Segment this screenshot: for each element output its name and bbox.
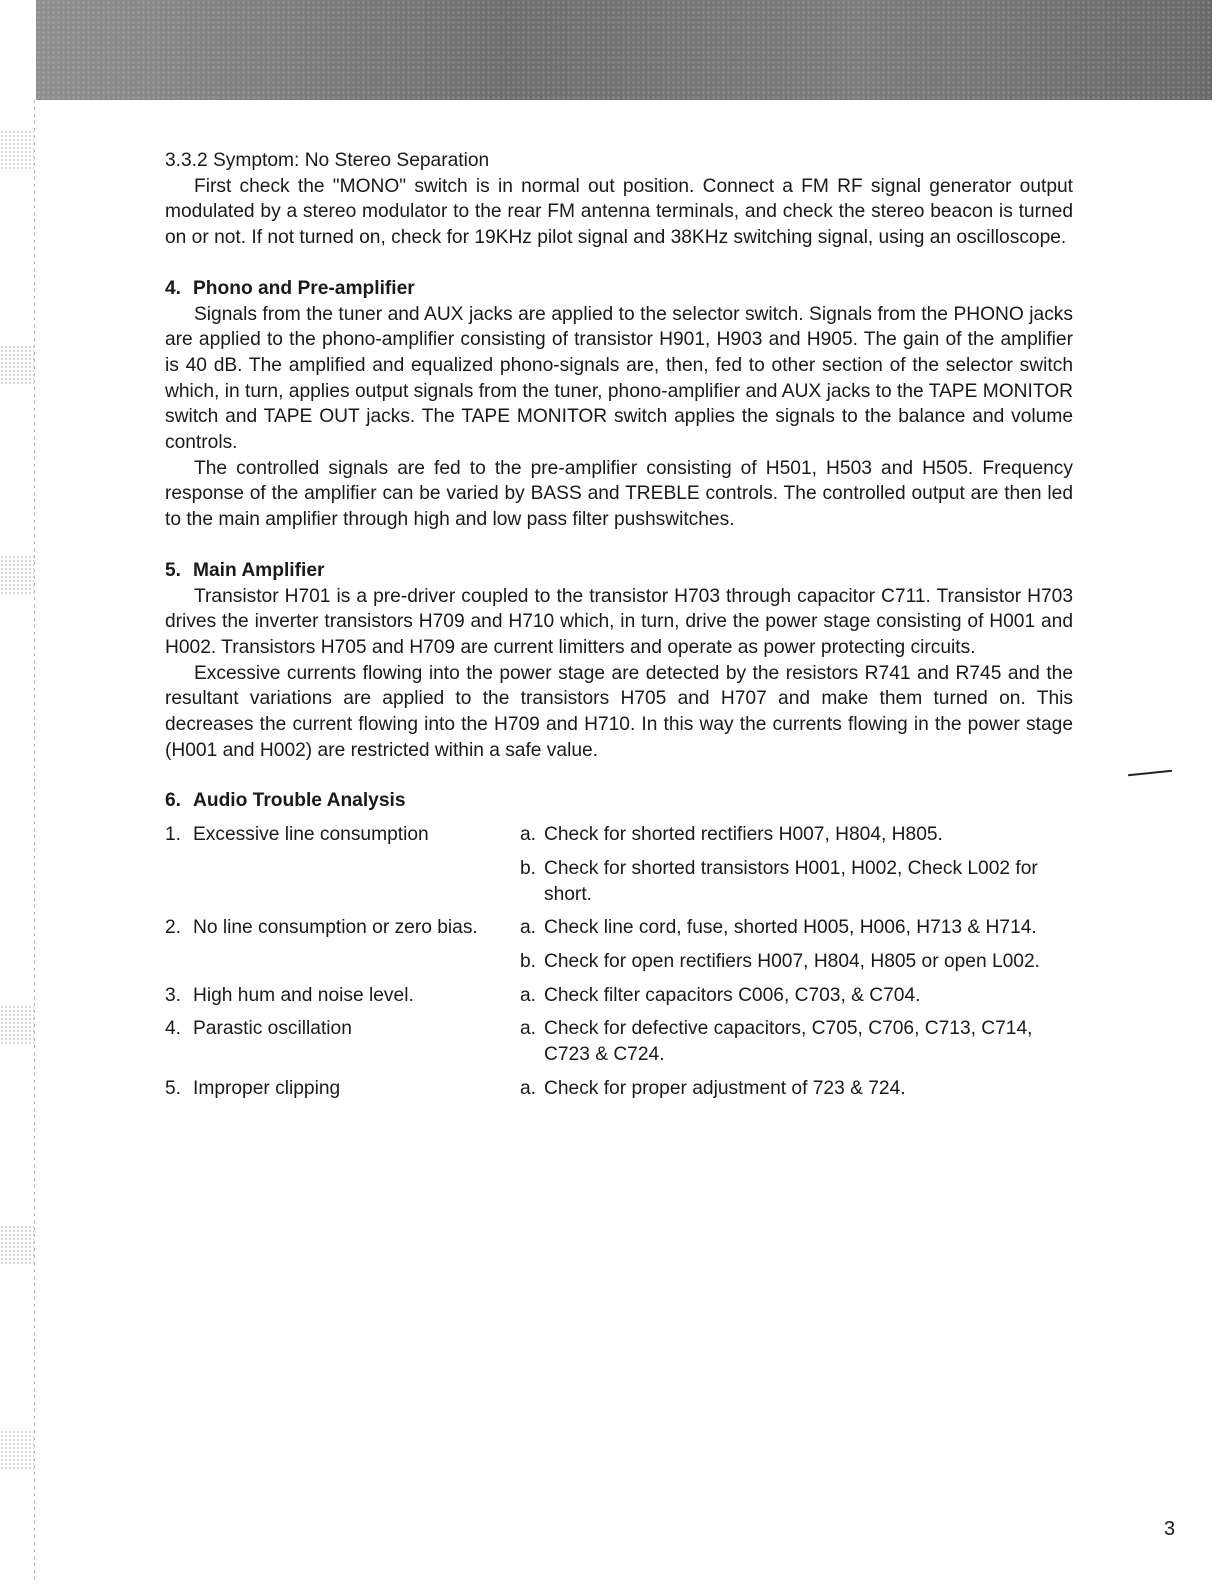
section-number: 5.	[165, 559, 182, 581]
margin-speckle	[0, 1225, 34, 1265]
trouble-table	[165, 822, 1073, 1101]
check-letter: a.	[520, 984, 537, 1006]
check-item	[520, 983, 1073, 1009]
check-item	[520, 1016, 1073, 1067]
trouble-checks	[520, 1016, 1073, 1067]
section-number: 4.	[165, 277, 182, 299]
check-letter: a.	[520, 824, 537, 846]
item-number: 2.	[165, 917, 182, 939]
page-number: 3	[1164, 1518, 1176, 1540]
item-number: 1.	[165, 824, 182, 846]
check-text: Check for defective capacitors, C705, C706, C713, C714, C723 & C724.	[544, 1018, 1033, 1066]
binding-edge	[34, 100, 35, 1580]
check-item	[520, 915, 1073, 941]
item-number: 3.	[165, 984, 182, 1006]
body-paragraph: Excessive currents flowing into the power stage are detected by the resistors R741 and R745 and the resultant variations are applied to the transistors H705 and H707 and make them turned on. This decreases the current flowing into the H709 and H710. In this way the currents flowing in the power stage (H001 and H002) are restricted within a safe value.	[165, 662, 1073, 761]
margin-speckle	[0, 1005, 34, 1045]
symptom-section	[165, 148, 1073, 251]
body-paragraph: Transistor H701 is a pre-driver coupled to the transistor H703 through capacitor C711. Transistor H703 drives the inverter transistors H709 and H710 which, in turn, drive the power stage consisting of H001 and H002. Transistors H705 and H709 are current limitters and operate as power protecting circuits.	[165, 585, 1073, 658]
trouble-analysis-section	[165, 788, 1073, 1101]
check-letter: b.	[520, 950, 537, 972]
check-text: Check for proper adjustment of 723 & 724.	[544, 1077, 906, 1099]
section-heading	[165, 558, 1073, 584]
section-title: Phono and Pre-amplifier	[193, 277, 415, 299]
trouble-symptom	[165, 1016, 520, 1067]
symptom-text: No line consumption or zero bias.	[193, 917, 478, 939]
check-letter: a.	[520, 1018, 537, 1040]
check-text: Check for shorted transistors H001, H002, Check L002 for short.	[544, 857, 1038, 905]
check-letter: b.	[520, 857, 537, 879]
check-text: Check filter capacitors C006, C703, & C704.	[544, 984, 921, 1006]
body-paragraph: Signals from the tuner and AUX jacks are applied to the selector switch. Signals from the PHONO jacks are applied to the phono-amplifier consisting of transistor H901, H903 and H905. The gain of the amplifier is 40 dB. The amplified and equalized phono-signals are, then, fed to other section of the selector switch which, in turn, applies output signals from the tuner, phono-amplifier and AUX jacks to the TAPE MONITOR switch and TAPE OUT jacks. The TAPE MONITOR switch applies the signals to the balance and volume controls.	[165, 303, 1073, 454]
symptom-heading: 3.3.2 Symptom: No Stereo Separation	[165, 150, 490, 171]
trouble-row	[165, 1016, 1073, 1067]
check-text: Check for open rectifiers H007, H804, H805 or open L002.	[544, 950, 1040, 972]
page-content	[165, 148, 1073, 1110]
check-item	[520, 822, 1073, 848]
section-title: Audio Trouble Analysis	[193, 790, 406, 812]
margin-speckle	[0, 555, 34, 595]
margin-speckle	[0, 130, 34, 170]
trouble-symptom	[165, 915, 520, 974]
check-letter: a.	[520, 1077, 537, 1099]
header-band	[36, 0, 1212, 100]
item-number: 4.	[165, 1018, 182, 1040]
symptom-text: High hum and noise level.	[193, 984, 414, 1006]
margin-speckle	[0, 345, 34, 385]
section-heading	[165, 276, 1073, 302]
trouble-checks	[520, 983, 1073, 1009]
margin-pen-mark	[1128, 770, 1172, 777]
main-amplifier-section	[165, 558, 1073, 764]
body-paragraph: The controlled signals are fed to the pre-amplifier consisting of H501, H503 and H505. Frequency response of the amplifier can be varied by BASS and TREBLE controls. The controlled output are then led to the main amplifier through high and low pass filter pushswitches.	[165, 457, 1073, 531]
trouble-row	[165, 1076, 1073, 1102]
trouble-row	[165, 822, 1073, 907]
section-number: 6.	[165, 790, 182, 812]
check-item	[520, 949, 1073, 975]
trouble-checks	[520, 1076, 1073, 1102]
trouble-symptom	[165, 983, 520, 1009]
trouble-checks	[520, 822, 1073, 907]
section-heading	[165, 788, 1073, 814]
trouble-checks	[520, 915, 1073, 974]
trouble-row	[165, 983, 1073, 1009]
trouble-symptom	[165, 822, 520, 907]
check-item	[520, 856, 1073, 907]
symptom-text: Improper clipping	[193, 1077, 341, 1099]
symptom-text: Excessive line consumption	[193, 824, 429, 846]
trouble-row	[165, 915, 1073, 974]
check-item	[520, 1076, 1073, 1102]
check-letter: a.	[520, 917, 537, 939]
check-text: Check line cord, fuse, shorted H005, H006, H713 & H714.	[544, 917, 1037, 939]
trouble-symptom	[165, 1076, 520, 1102]
phono-section	[165, 276, 1073, 533]
symptom-text: Parastic oscillation	[193, 1018, 352, 1040]
margin-speckle	[0, 1430, 34, 1470]
check-text: Check for shorted rectifiers H007, H804, H805.	[544, 824, 943, 846]
symptom-paragraph: First check the "MONO" switch is in normal out position. Connect a FM RF signal generator output modulated by a stereo modulator to the rear FM antenna terminals, and check the stereo beacon is turned on or not. If not turned on, check for 19KHz pilot signal and 38KHz switching signal, using an oscilloscope.	[165, 175, 1073, 249]
item-number: 5.	[165, 1077, 182, 1099]
section-title: Main Amplifier	[193, 559, 325, 581]
